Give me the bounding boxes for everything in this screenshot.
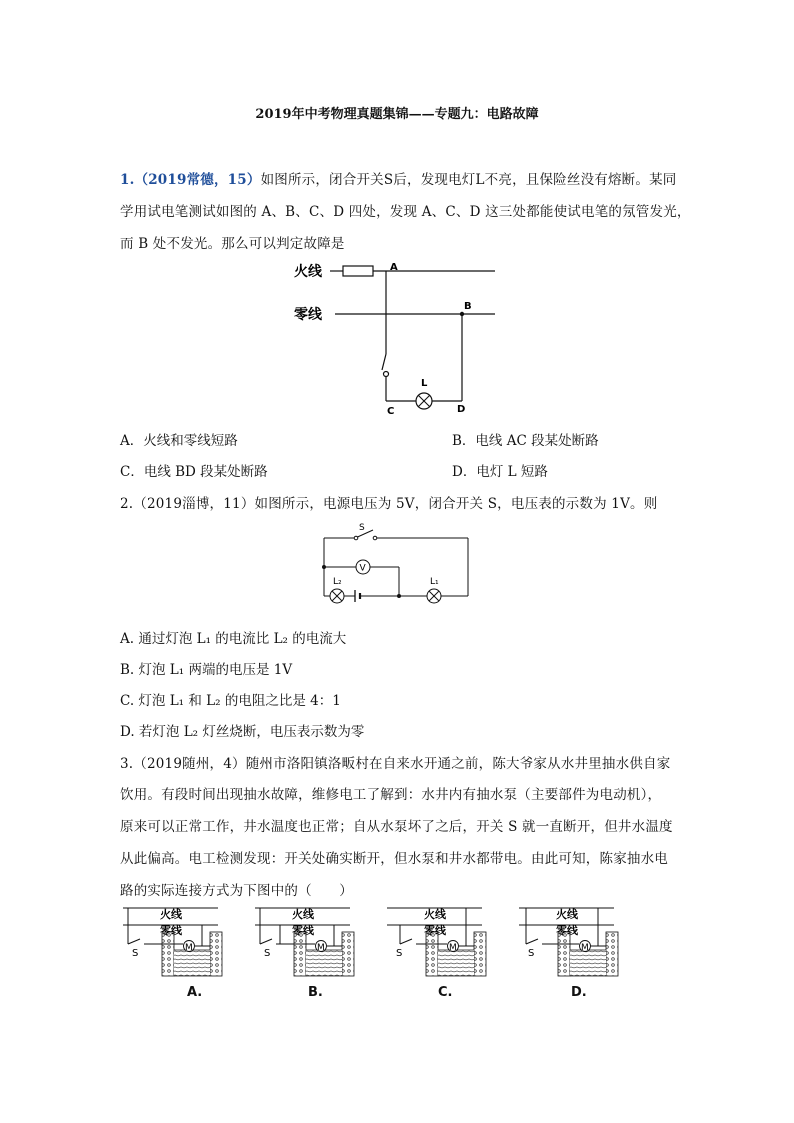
q2-l1-label: L₁ bbox=[430, 577, 439, 587]
q3-figures bbox=[118, 902, 638, 982]
q3-line3: 原来可以正常工作，井水温度也正常；自从水泵坏了之后，开关 S 就一直断开，但井水温度 bbox=[120, 819, 673, 835]
q3-label-d[interactable]: D. bbox=[571, 985, 587, 1000]
q3-c-neutral: 零线 bbox=[424, 924, 446, 937]
q1-stem-part: 如图所示，闭合开关S后，发现电灯L不亮，且保险丝没有熔断。某同 bbox=[260, 172, 677, 188]
q3-label-b[interactable]: B. bbox=[308, 985, 323, 1000]
q1-neutral-label: 零线 bbox=[294, 307, 322, 323]
q2-option-d[interactable]: D. 若灯泡 L₂ 灯丝烧断，电压表示数为零 bbox=[120, 724, 365, 740]
q3-label-a[interactable]: A. bbox=[187, 985, 203, 1000]
q3-b-motor: M bbox=[317, 943, 325, 953]
switch-icon bbox=[382, 354, 386, 370]
q3-c-motor: M bbox=[449, 943, 457, 953]
q1-point-d: D bbox=[457, 404, 466, 415]
q3-c-switch: S bbox=[396, 948, 403, 959]
q1-live-label: 火线 bbox=[294, 264, 322, 280]
q3-label-c[interactable]: C. bbox=[438, 985, 453, 1000]
q3-b-switch: S bbox=[264, 948, 271, 959]
q3-line4: 从此偏高。电工检测发现：开关处确实断开，但水泵和井水都带电。由此可知，陈家抽水电 bbox=[120, 851, 668, 867]
page-title: 2019年中考物理真题集锦——专题九：电路故障 bbox=[255, 107, 539, 122]
q2-voltmeter-label: V bbox=[359, 563, 366, 574]
q1-lamp-label: L bbox=[421, 378, 428, 389]
q3-a-switch: S bbox=[132, 948, 139, 959]
q3-d-neutral: 零线 bbox=[556, 924, 578, 937]
q3-a-motor: M bbox=[185, 943, 193, 953]
q3-line2: 饮用。有段时间出现抽水故障，维修电工了解到：水井内有抽水泵（主要部件为电动机）， bbox=[120, 787, 662, 803]
q1-option-d[interactable]: D．电灯 L 短路 bbox=[452, 464, 548, 480]
q3-b-neutral: 零线 bbox=[292, 924, 314, 937]
q3-d-motor: M bbox=[581, 943, 589, 953]
q3-d-live: 火线 bbox=[556, 908, 578, 921]
q1-line2: 学用试电笔测试如图的 A、B、C、D 四处，发现 A、C、D 这三处都能使试电笔的氖管发光， bbox=[120, 204, 691, 220]
q1-line1 bbox=[120, 168, 676, 188]
q2-stem: 2.（2019淄博，11）如图所示，电源电压为 5V，闭合开关 S，电压表的示数为 1V。则 bbox=[120, 496, 658, 512]
q1-option-b[interactable]: B．电线 AC 段某处断路 bbox=[452, 433, 599, 449]
switch-icon bbox=[354, 536, 358, 540]
q3-a-live: 火线 bbox=[160, 908, 182, 921]
q3-line5: 路的实际连接方式为下图中的（ ） bbox=[120, 883, 353, 899]
q1-source: 1.（2019常德，15） bbox=[120, 172, 261, 188]
q3-c-live: 火线 bbox=[424, 908, 446, 921]
q1-point-c: C bbox=[387, 406, 395, 417]
q2-l2-label: L₂ bbox=[333, 577, 342, 587]
q1-point-a: A bbox=[390, 262, 398, 273]
q3-b-live: 火线 bbox=[292, 908, 314, 921]
q3-a-neutral: 零线 bbox=[160, 924, 182, 937]
q3-line1: 3.（2019随州，4）随州市洛阳镇洛畈村在自来水开通之前，陈大爷家从水井里抽水供自家 bbox=[120, 756, 671, 772]
q2-option-b[interactable]: B. 灯泡 L₁ 两端的电压是 1V bbox=[120, 662, 293, 678]
q3-d-switch: S bbox=[528, 948, 535, 959]
fuse-icon bbox=[343, 266, 373, 276]
q2-circuit-diagram bbox=[315, 518, 475, 610]
q1-circuit-diagram bbox=[280, 258, 510, 418]
q1-option-a[interactable]: A．火线和零线短路 bbox=[120, 433, 238, 449]
q1-option-c[interactable]: C．电线 BD 段某处断路 bbox=[120, 464, 268, 480]
q2-option-a[interactable]: A. 通过灯泡 L₁ 的电流比 L₂ 的电流大 bbox=[120, 631, 347, 647]
q1-line3: 而 B 处不发光。那么可以判定故障是 bbox=[120, 236, 345, 252]
q2-switch-label: S bbox=[359, 523, 365, 533]
q2-option-c[interactable]: C. 灯泡 L₁ 和 L₂ 的电阻之比是 4：1 bbox=[120, 693, 341, 709]
q1-point-b: B bbox=[464, 301, 472, 312]
